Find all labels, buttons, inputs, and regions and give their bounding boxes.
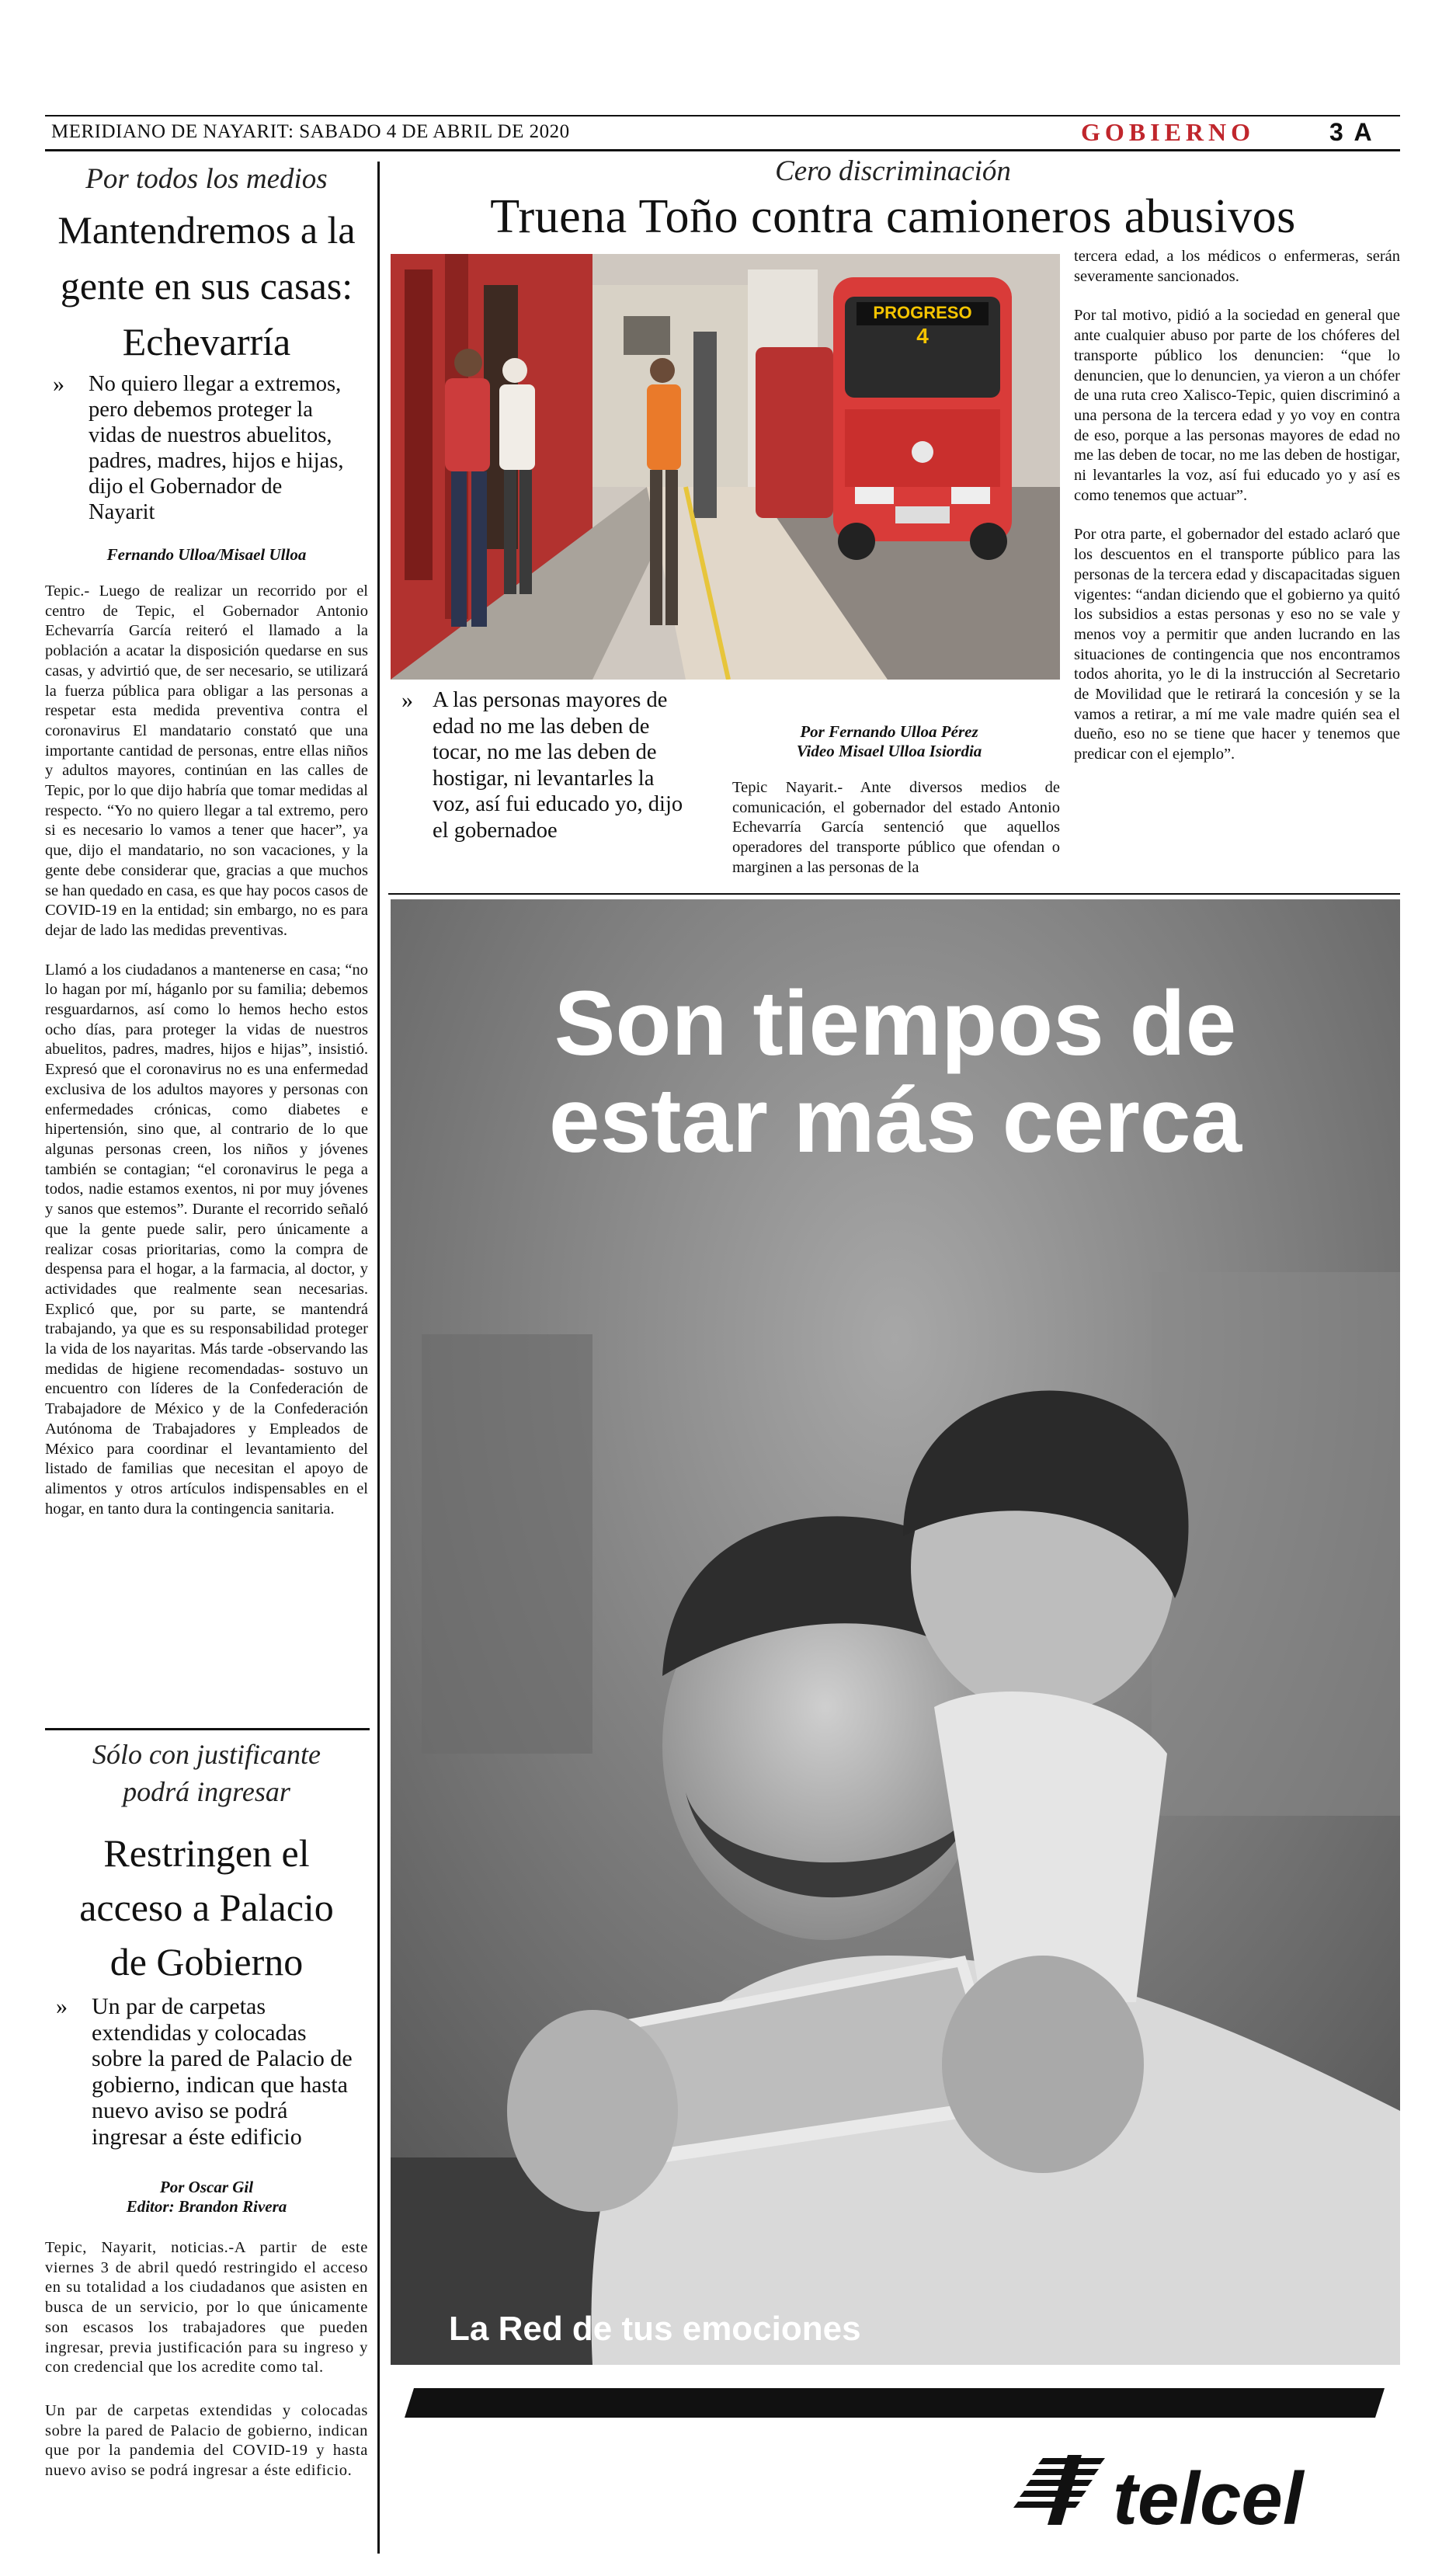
bullet-mark: »: [56, 1994, 68, 2019]
story2-headline: Restringen el acceso a Palacio de Gobierno: [79, 1831, 334, 1984]
story1-body: [45, 582, 368, 1519]
story2-paragraph: Tepic, Nayarit, noticias.-A partir de este viernes 3 de abril quedó restringido el acceso en su totalidad a los ciudadanos que asisten en busca de un servicio, por lo que únicamente son escasos los trabajadores que pueden ingresar, previa justificación para su ingreso y con credencial que los acredite como tal.: [45, 2239, 368, 2376]
masthead-date: MERIDIANO DE NAYARIT: SABADO 4 DE ABRIL DE 2020: [51, 121, 570, 142]
section-name: GOBIERNO: [1081, 118, 1256, 146]
ad-headline-line-2: estar más cerca: [548, 1069, 1242, 1172]
story2-highlight: [45, 1994, 368, 2150]
story2-editor: Editor: Brandon Rivera: [126, 2197, 287, 2216]
story2-body: [45, 2238, 368, 2481]
bus-photo: [391, 254, 1060, 680]
ad-top-rule: [388, 893, 1400, 895]
page-number: 3 A: [1329, 118, 1374, 146]
telcel-wave-icon: [1013, 2455, 1105, 2525]
story-echevarria: [45, 162, 368, 1519]
story1-kicker: Por todos los medios: [85, 163, 328, 195]
photo-caption: [391, 687, 707, 843]
story-camioneros-header: [388, 155, 1398, 245]
masthead-bottom-rule: [45, 149, 1400, 151]
telcel-logo: [391, 2365, 1400, 2551]
bus-route-number: 4: [916, 324, 929, 348]
ad-tagline: La Red de tus emociones: [449, 2310, 861, 2348]
story2-paragraph: Un par de carpetas extendidas y colocadas sobre la pared de Palacio de gobierno, indican que por la pandemia del COVID-19 y hasta nuevo aviso se podrá ingresar a éste edificio.: [45, 2401, 368, 2480]
story1-headline: Mantendremos a la gente en sus casas: Echevarría: [57, 208, 356, 363]
street-scene-illustration: [391, 254, 1060, 680]
telcel-wordmark: telcel: [1113, 2457, 1304, 2540]
story-separator: [45, 1728, 370, 1730]
bus-route-sign: PROGRESO: [873, 303, 972, 322]
story1-paragraph: Tepic.- Luego de realizar un recorrido por el centro de Tepic, el Gobernador Antonio Echevarría García reiteró el llamado a la población a acatar la disposición quedarse en sus casas, y advirtió que, de ser necesario, se utilizará la fuerza pública para obligar a las personas a respetar esta medida preventiva contra el coronavirus El mandatario constató que una importante cantidad de personas, entre ellas niños y adultos mayores, continúan en las calles de Tepic, por lo que dijo habría que tomar medidas al respecto. “Yo no quiero llegar a tal extremo, pero si es necesario lo vamos a tener que hacer”, ya que, dijo el mandatario, no son vacaciones, y la gente debe considerar que, gracias a que muchos se han quedado en casa, es que hay pocos casos de COVID-19 en la entidad; sin embargo, no es para dejar de lado las medidas preventivas.: [45, 582, 368, 939]
masthead: [48, 118, 1399, 149]
story3-kicker: Cero discriminación: [775, 155, 1011, 187]
telcel-brand-strip: [391, 2365, 1400, 2551]
ad-headline-line-1: Son tiempos de: [554, 972, 1237, 1075]
story3-byline-block: [718, 722, 1060, 761]
story3-headline: Truena Toño contra camioneros abusivos: [490, 190, 1296, 243]
story2-highlight-text: Un par de carpetas extendidas y colocadas sobre la pared de Palacio de gobierno, indican que hasta nuevo aviso se podrá ingresar a éste edificio: [92, 1994, 353, 2150]
story1-paragraph: Llamó a los ciudadanos a mantenerse en casa; “no lo hagan por mí, háganlo por su familia; debemos resguardarnos, así como lo hemos hecho estos ocho días, para proteger la vidas de nuestros abuelitos, padres, madres, hijos e hijas”, insistió. Expresó que el coronavirus no es una enfermedad exclusiva de los adultos mayores y personas con enfermedades crónicas, como diabetes e hipertensión, sino que, al contrario de lo que algunas personas creen, los niños y jóvenes también se contagian; “el coronavirus le pega a todos, nadie estamos exentos, ni por muy jóvenes y sanos que estemos”. Durante el recorrido señaló que la gente puede salir, pero únicamente a realizar cosas prioritarias, como la compra de despensa para el hogar, a la farmacia, al doctor, y actividades que realmente sean necesarias. Explicó que, por su parte, se mantendrá trabajando, ya que es su responsabilidad proteger la vida de los nayaritas. Más tarde -observando las medidas de higiene recomendadas- sostuvo un encuentro con líderes de la Confederación de Trabajadore de México y de la Confederación Autónoma de Trabajadores y Empleados de México para coordinar el levantamiento del listado de familias que necesitan el apoyo de alimentos y otros artículos indispensables en el hogar, en tanto dura la contingencia sanitaria.: [45, 961, 368, 1518]
story1-highlight: [45, 371, 368, 525]
story2-byline: Por Oscar Gil: [159, 2178, 254, 2196]
story3-byline: Por Fernando Ulloa Pérez: [800, 722, 978, 741]
story-palacio: [45, 1736, 368, 2481]
story3-paragraph: tercera edad, a los médicos o enfermeras, serán severamente sancionados.: [1074, 248, 1400, 285]
story3-caption-text: A las personas mayores de edad no me las deben de tocar, no me las deben de hostigar, ni levantarles la voz, así fui educado yo, dijo el gobernadoe: [433, 688, 683, 843]
story3-paragraph: Por tal motivo, pidió a la sociedad en general que ante cualquier abuso por parte de los chóferes del transporte público los denuncien: “que lo denuncien, que lo denuncien, ya vieron a un chófer de una ruta creo Xalisco-Tepic, quien discriminó a una persona de la tercera edad y yo voy en contra de eso, porque a las personas mayores de edad no me las deben de tocar, no me las deben de hostigar, ni levantarles la voz, así fui educado yo y así es como tenemos que actuar”.: [1074, 307, 1400, 504]
story1-byline: Fernando Ulloa/Misael Ulloa: [106, 545, 307, 564]
story3-body-continued: [1074, 247, 1400, 765]
masthead-top-rule: [45, 115, 1400, 116]
telcel-advertisement: [391, 899, 1400, 2365]
story3-video-credit: Video Misael Ulloa Isiordia: [796, 742, 982, 760]
story2-kicker: Sólo con justificante podrá ingresar: [92, 1739, 321, 1807]
story3-highlight: [391, 687, 707, 843]
story1-highlight-text: No quiero llegar a extremos, pero debemos proteger la vidas de nuestros abuelitos, padres, madres, hijos e hijas, dijo el Gobernador de Nayarit: [89, 372, 344, 524]
story3-body-start: Tepic Nayarit.- Ante diversos medios de comunicación, el gobernador del estado Antonio Echevarría García sentenció que aquellos operadores del transporte público que ofendan o marginen a las personas de la: [732, 779, 1060, 876]
ad-photo-illustration: [391, 899, 1400, 2365]
bullet-mark: »: [53, 371, 64, 397]
column-divider: [377, 162, 380, 2554]
story3-paragraph: Por otra parte, el gobernador del estado aclaró que los descuentos en el transporte público para las personas de la tercera edad y discapacitadas siguen vigentes: “andan diciendo que el gobierno ya quitó los subsidios a estas personas y eso no se vale y menos voy a permitir que anden lucrando en las situaciones de contingencia que nos encontramos todos ahorita, yo le di la instrucción al Secretario de Movilidad que le retirará la concesión y se la vamos a retirar, a mí me vale madre quién sea el dueño, eso no se tiene que hacer y tenemos que predicar con el ejemplo”.: [1074, 526, 1400, 763]
bullet-mark: »: [401, 687, 413, 713]
